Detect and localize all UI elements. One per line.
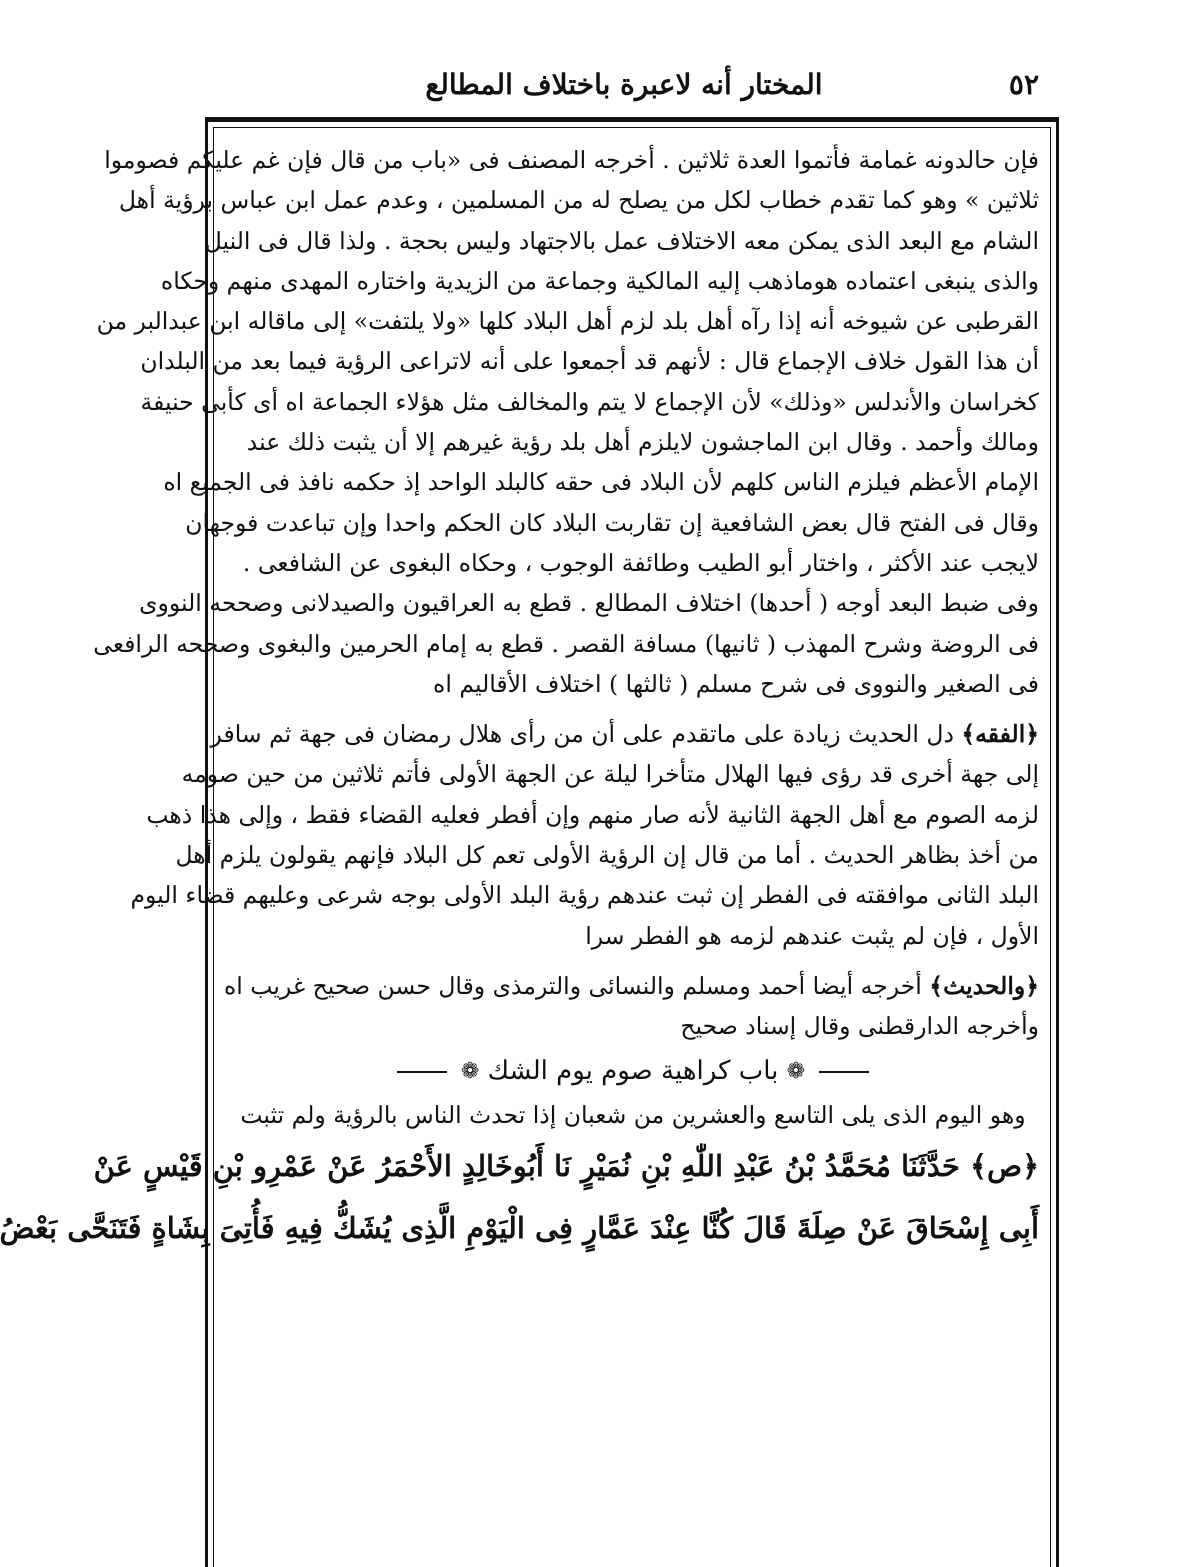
heading-rule: [819, 1071, 869, 1073]
ornament-icon: ❁: [786, 1058, 806, 1084]
text-line: والذى ينبغى اعتماده هوماذهب إليه المالكية وجماعة من الزيدية واختاره المهدى منهم وحكاه: [160, 266, 1039, 295]
fiqh-line: من أخذ بظاهر الحديث . أما من قال إن الرؤية الأولى تعم كل البلاد فإنهم يقولون يلزم أهل: [175, 841, 1039, 870]
chapter-title: باب كراهية صوم يوم الشك: [487, 1055, 779, 1086]
ornament-icon: ❁: [460, 1058, 480, 1084]
text-line: فإن حالدونه غمامة فأتموا العدة ثلاثين . أخرجه المصنف فى «باب من قال فإن غم عليكم فصوموا: [104, 146, 1039, 174]
running-title: المختار أنه لاعبرة باختلاف المطالع: [425, 68, 823, 101]
hadith-note-label: ﴿والحديث﴾: [929, 971, 1039, 1000]
text-line: فى الصغير والنووى فى شرح مسلم ( ثالثها ) اختلاف الأقاليم اه: [433, 669, 1039, 698]
hadith-text-line: [93, 1135, 1039, 1197]
text-line: فى الروضة وشرح المهذب ( ثانيها) مسافة القصر . قطع به إمام الحرمين والبغوى وصححه الرافعى: [93, 629, 1039, 658]
text-line: الشام مع البعد الذى يمكن معه الاختلاف عمل بالاجتهاد وليس بحجة . ولذا قال فى النيل: [204, 226, 1039, 255]
fiqh-line: لزمه الصوم مع أهل الجهة الثانية لأنه صار منهم وإن أفطر فعليه القضاء فقط ، وإلى هذا ذهب: [146, 800, 1039, 829]
fiqh-text: دل الحديث زيادة على ماتقدم على أن من رأى هلال رمضان فى جهة ثم سافر: [210, 720, 962, 749]
hadith-note-text: أخرجه أيضا أحمد ومسلم والنسائى والترمذى وقال حسن صحيح غريب اه: [223, 971, 930, 1000]
chapter-heading: [227, 1047, 1039, 1095]
text-line: الإمام الأعظم فيلزم الناس كلهم لأن البلاد فى حقه كالبلد الواحد إذ حكمه نافذ فى الجميع اه: [163, 468, 1039, 497]
text-line: لايجب عند الأكثر ، واختار أبو الطيب وطائفة الوجوب ، وحكاه البغوى عن الشافعى .: [242, 548, 1039, 577]
running-head: [209, 62, 1039, 112]
commentary-body: [0, 140, 1039, 1259]
hadith-text-line: أَبِى إِسْحَاقَ عَنْ صِلَةَ قَالَ كُنَّا عِنْدَ عَمَّارٍ فِى الْيَوْمِ الَّذِى يُشَكُّ فِيهِ فَأُتِىَ بِشَاةٍ فَتَنَحَّى بَعْضُ: [0, 1210, 1039, 1245]
hadith-note-line: وأخرجه الدارقطنى وقال إسناد صحيح: [680, 1012, 1039, 1041]
fiqh-line: الأول ، فإن لم يثبت عندهم لزمه هو الفطر سرا: [585, 921, 1039, 950]
text-line: كخراسان والأندلس «وذلك» لأن الإجماع لا يتم والمخالف مثل هؤلاء الجماعة اه أى كأبى حنيفة: [140, 387, 1039, 416]
paragraph-gap: [227, 956, 1039, 966]
text-line: القرطبى عن شيوخه أنه إذا رآه أهل بلد لزم أهل البلاد كلها «ولا يلتفت» إلى ماقاله ابن عبدالبر من: [96, 307, 1039, 336]
paragraph-gap: [227, 704, 1039, 714]
fiqh-line: البلد الثانى موافقته فى الفطر إن ثبت عندهم رؤية البلد الأولى بوجه شرعى وعليهم قضاء اليوم: [130, 881, 1039, 910]
text-line: ثلاثين » وهو كما تقدم خطاب لكل من يصلح له من المسلمين ، وعدم عمل ابن عباس برؤية أهل: [118, 186, 1039, 215]
fiqh-line: إلى جهة أخرى قد رؤى فيها الهلال متأخرا ليلة عن الجهة الأولى فأتم ثلاثين من حين صومه: [181, 760, 1039, 789]
fiqh-line: [210, 714, 1039, 754]
heading-rule: [397, 1071, 447, 1073]
text-line: وفى ضبط البعد أوجه ( أحدها) اختلاف المطالع . قطع به العراقيون والصيدلانى وصححه النووى: [139, 589, 1039, 618]
text-line: أن هذا القول خلاف الإجماع قال : لأنهم قد أجمعوا على أنه لاتراعى الرؤية فيما بعد من البلدان: [140, 347, 1039, 376]
hadith-text: حَدَّثَنَا مُحَمَّدُ بْنُ عَبْدِ اللّٰهِ بْنِ نُمَيْرٍ نَا أَبُوخَالِدٍ الأَحْمَرُ عَنْ عَمْرِو بْنِ قَيْسٍ عَنْ: [93, 1148, 970, 1183]
page-number: ٥٢: [1008, 68, 1039, 101]
hadith-note-line: [223, 966, 1039, 1006]
text-line: ومالك وأحمد . وقال ابن الماجشون لايلزم أهل بلد رؤية غيرهم إلا أن يثبت ذلك عند: [246, 428, 1039, 457]
text-line: وقال فى الفتح قال بعض الشافعية إن تقاربت البلاد كان الحكم واحدا وإن تباعدت فوجهان: [185, 508, 1039, 537]
fiqh-label: ﴿الفقه﴾: [961, 720, 1039, 749]
hadith-label: ﴿ص﴾: [969, 1148, 1039, 1183]
chapter-intro: وهو اليوم الذى يلى التاسع والعشرين من شعبان إذا تحدث الناس بالرؤية ولم تثبت: [240, 1100, 1026, 1129]
